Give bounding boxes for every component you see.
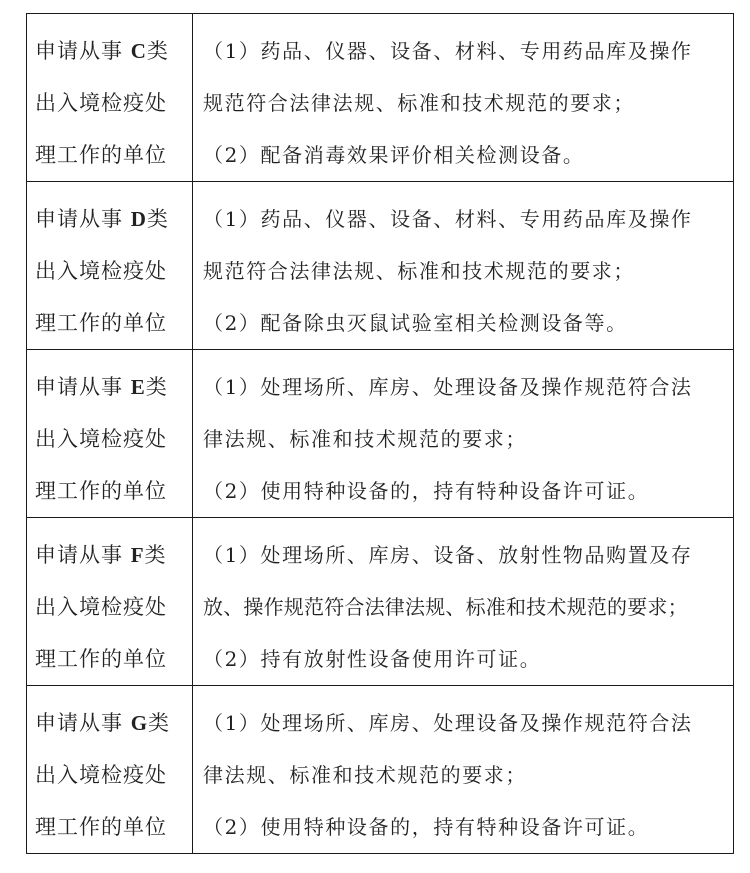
requirement-1-line-1: （1）处理场所、库房、处理设备及操作规范符合法: [203, 375, 693, 399]
category-letter: G: [130, 711, 149, 735]
requirement-2: （2）配备消毒效果评价相关检测设备。: [203, 143, 585, 167]
applicant-prefix: 申请从事: [35, 375, 123, 399]
requirement-2: （2）使用特种设备的，持有特种设备许可证。: [203, 479, 650, 503]
applicant-suffix-line1: 出入境检疫处: [35, 427, 167, 451]
requirements-text: [193, 182, 733, 349]
requirements-cell: [193, 350, 734, 518]
table-row: [27, 350, 734, 518]
requirement-1-line-2: 律法规、标准和技术规范的要求；: [203, 427, 527, 451]
requirements-cell: [193, 182, 734, 350]
requirement-2: （2）配备除虫灭鼠试验室相关检测设备等。: [203, 311, 628, 335]
requirement-2: （2）使用特种设备的，持有特种设备许可证。: [203, 815, 650, 839]
category-letter: D: [130, 207, 147, 231]
applicant-suffix-line2: 理工作的单位: [35, 479, 167, 503]
requirement-1-line-2: 规范符合法律法规、标准和技术规范的要求；: [203, 91, 635, 115]
applicant-suffix-line2: 理工作的单位: [35, 815, 167, 839]
applicant-label: 申请从事 G类 出入境检疫处 理工作的单位: [27, 686, 192, 853]
table-row: [27, 686, 734, 854]
requirement-1-line-2: 规范符合法律法规、标准和技术规范的要求；: [203, 259, 635, 283]
applicant-cell: [27, 518, 193, 686]
applicant-suffix-line1: 出入境检疫处: [35, 259, 167, 283]
applicant-label: 申请从事 C类 出入境检疫处 理工作的单位: [27, 14, 192, 181]
requirement-2: （2）持有放射性设备使用许可证。: [203, 647, 542, 671]
applicant-label: 申请从事 F类 出入境检疫处 理工作的单位: [27, 518, 192, 685]
applicant-cell: [27, 686, 193, 854]
requirement-1-line-1: （1）药品、仪器、设备、材料、专用药品库及操作: [203, 207, 693, 231]
applicant-suffix-line2: 理工作的单位: [35, 311, 167, 335]
applicant-suffix-line2: 理工作的单位: [35, 647, 167, 671]
applicant-prefix: 申请从事: [35, 39, 123, 63]
requirement-1-line-2: 律法规、标准和技术规范的要求；: [203, 763, 527, 787]
applicant-cell: [27, 14, 193, 182]
category-letter: C: [130, 39, 147, 63]
table-row: [27, 518, 734, 686]
applicant-suffix-line2: 理工作的单位: [35, 143, 167, 167]
requirements-cell: [193, 518, 734, 686]
requirement-1-line-2: 放、操作规范符合法律法规、标准和技术规范的要求；: [203, 595, 688, 619]
applicant-suffix-line1: 出入境检疫处: [35, 595, 167, 619]
category-letter: E: [130, 375, 146, 399]
requirements-cell: [193, 686, 734, 854]
requirements-text: [193, 14, 733, 181]
requirement-1-line-1: （1）处理场所、库房、处理设备及操作规范符合法: [203, 711, 693, 735]
requirements-text: [193, 686, 733, 853]
table-row: [27, 14, 734, 182]
requirements-table: [26, 13, 734, 854]
applicant-suffix-line1: 出入境检疫处: [35, 91, 167, 115]
requirements-text: [193, 518, 733, 685]
table-row: [27, 182, 734, 350]
applicant-label: 申请从事 E类 出入境检疫处 理工作的单位: [27, 350, 192, 517]
applicant-cell: [27, 350, 193, 518]
requirements-cell: [193, 14, 734, 182]
applicant-prefix: 申请从事: [35, 543, 123, 567]
applicant-label: 申请从事 D类 出入境检疫处 理工作的单位: [27, 182, 192, 349]
requirements-text: [193, 350, 733, 517]
category-letter: F: [130, 543, 145, 567]
applicant-cell: [27, 182, 193, 350]
applicant-suffix-line1: 出入境检疫处: [35, 763, 167, 787]
requirement-1-line-1: （1）药品、仪器、设备、材料、专用药品库及操作: [203, 39, 693, 63]
requirement-1-line-1: （1）处理场所、库房、设备、放射性物品购置及存: [203, 543, 693, 567]
applicant-prefix: 申请从事: [35, 207, 123, 231]
applicant-prefix: 申请从事: [35, 711, 123, 735]
